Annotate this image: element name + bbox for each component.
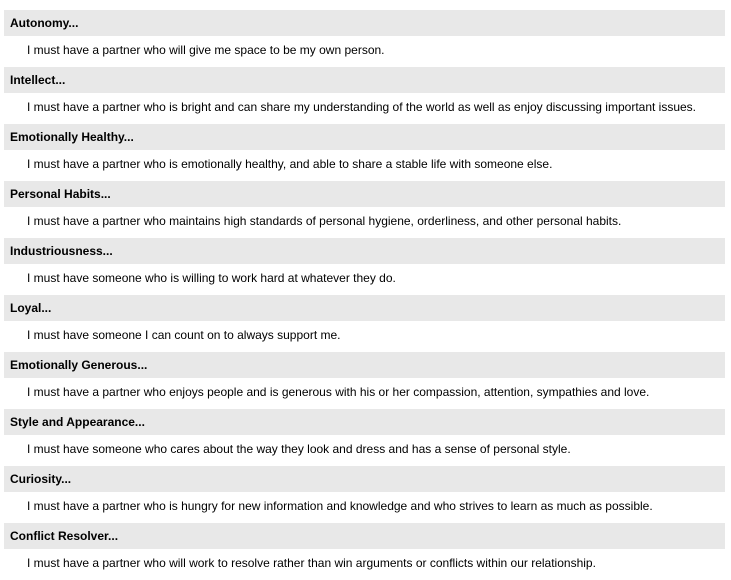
item-title: Conflict Resolver... — [4, 523, 725, 549]
item-description: I must have a partner who is bright and can share my understanding of the world as well as enjoy discussing important issues. — [4, 93, 725, 124]
item-title: Personal Habits... — [4, 181, 725, 207]
list-item — [4, 181, 725, 238]
item-title: Style and Appearance... — [4, 409, 725, 435]
item-description: I must have a partner who will give me space to be my own person. — [4, 36, 725, 67]
item-description: I must have a partner who enjoys people and is generous with his or her compassion, attention, sympathies and love. — [4, 378, 725, 409]
list-item — [4, 10, 725, 67]
item-description: I must have a partner who is hungry for new information and knowledge and who strives to learn as much as possible. — [4, 492, 725, 523]
item-title: Emotionally Generous... — [4, 352, 725, 378]
item-description: I must have a partner who will work to resolve rather than win arguments or conflicts within our relationship. — [4, 549, 725, 580]
item-description: I must have someone who cares about the way they look and dress and has a sense of personal style. — [4, 435, 725, 466]
list-item — [4, 295, 725, 352]
item-description: I must have someone who is willing to work hard at whatever they do. — [4, 264, 725, 295]
list-item — [4, 238, 725, 295]
item-title: Autonomy... — [4, 10, 725, 36]
list-item — [4, 523, 725, 580]
item-description: I must have a partner who maintains high standards of personal hygiene, orderliness, and other personal habits. — [4, 207, 725, 238]
item-title: Loyal... — [4, 295, 725, 321]
list-item — [4, 352, 725, 409]
item-title: Curiosity... — [4, 466, 725, 492]
item-description: I must have a partner who is emotionally healthy, and able to share a stable life with someone else. — [4, 150, 725, 181]
item-title: Industriousness... — [4, 238, 725, 264]
criteria-list — [4, 10, 725, 580]
list-item — [4, 466, 725, 523]
list-item — [4, 67, 725, 124]
item-title: Emotionally Healthy... — [4, 124, 725, 150]
item-title: Intellect... — [4, 67, 725, 93]
list-item — [4, 409, 725, 466]
list-item — [4, 124, 725, 181]
item-description: I must have someone I can count on to always support me. — [4, 321, 725, 352]
